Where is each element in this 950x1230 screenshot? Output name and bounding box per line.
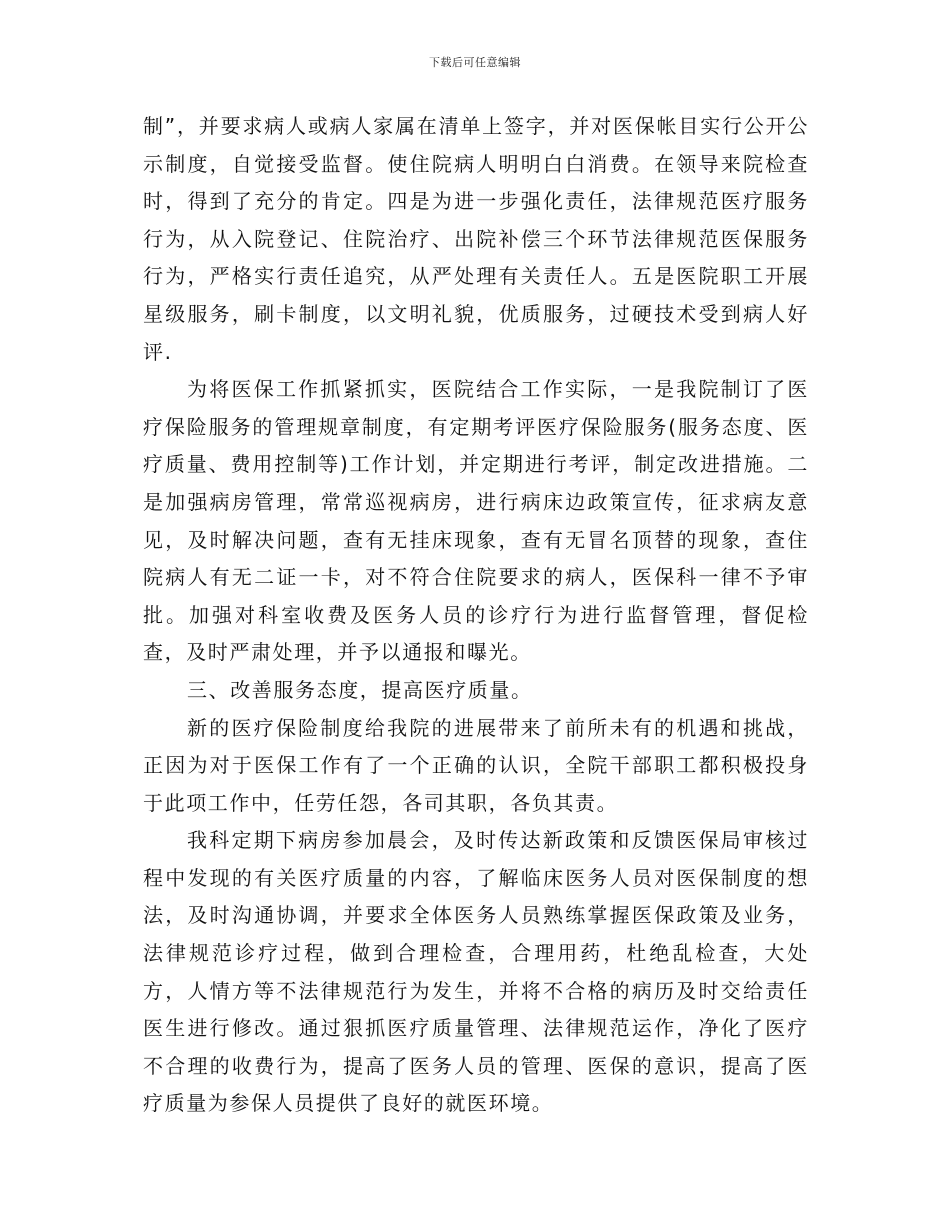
paragraph-2: 为将医保工作抓紧抓实，医院结合工作实际，一是我院制订了医疗保险服务的管理规章制度，有定期考评医疗保险服务(服务态度、医疗质量、费用控制等)工作计划，并定期进行考评，制定改进措施。二是加强病房管理，常常巡视病房，进行病床边政策宣传，征求病友意见，及时解决问题，查有无挂床现象，查有无冒名顶替的现象，查住院病人有无二证一卡，对不符合住院要求的病人，医保科一律不予审批。加强对科室收费及医务人员的诊疗行为进行监督管理，督促检查，及时严肃处理，并予以通报和曝光。 [143, 377, 809, 665]
document-body [143, 108, 809, 1123]
paragraph-3: 新的医疗保险制度给我院的进展带来了前所未有的机遇和挑战，正因为对于医保工作有了一个正确的认识，全院干部职工都积极投身于此项工作中，任劳任怨，各司其职，各负其责。 [143, 715, 809, 815]
section-heading: 三、改善服务态度，提高医疗质量。 [187, 677, 533, 702]
page-header-note: 下载后可任意编辑 [429, 56, 521, 69]
paragraph-1: 制”，并要求病人或病人家属在清单上签字，并对医保帐目实行公开公示制度，自觉接受监督。使住院病人明明白白消费。在领导来院检查时，得到了充分的肯定。四是为进一步强化责任，法律规范医疗服务行为，从入院登记、住院治疗、出院补偿三个环节法律规范医保服务行为，严格实行责任追究，从严处理有关责任人。五是医院职工开展星级服务，刷卡制度，以文明礼貌，优质服务，过硬技术受到病人好评. [143, 114, 809, 364]
paragraph-4: 我科定期下病房参加晨会，及时传达新政策和反馈医保局审核过程中发现的有关医疗质量的内容，了解临床医务人员对医保制度的想法，及时沟通协调，并要求全体医务人员熟练掌握医保政策及业务，法律规范诊疗过程，做到合理检查，合理用药，杜绝乱检查，大处方，人情方等不法律规范行为发生，并将不合格的病历及时交给责任医生进行修改。通过狠抓医疗质量管理、法律规范运作，净化了医疗不合理的收费行为，提高了医务人员的管理、医保的意识，提高了医疗质量为参保人员提供了良好的就医环境。 [143, 828, 809, 1116]
